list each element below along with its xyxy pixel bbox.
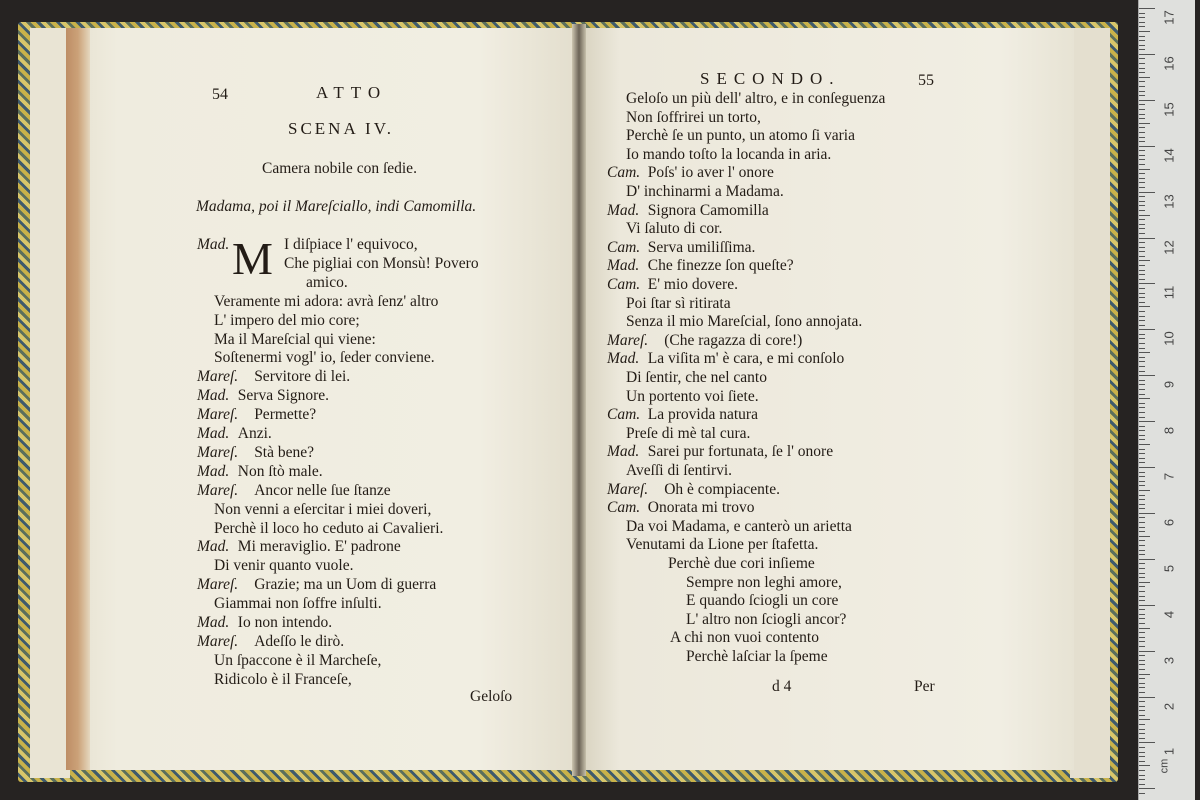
ruler-tick	[1139, 228, 1145, 229]
ruler-tick	[1139, 632, 1145, 633]
ruler-tick	[1139, 31, 1150, 32]
ruler-tick	[1139, 687, 1145, 688]
line-text: Veramente mi adora: avrà ſenz' altro	[214, 292, 439, 310]
ruler-tick	[1139, 63, 1145, 64]
ruler-tick	[1139, 357, 1145, 358]
speaker-name: Mad.	[197, 538, 230, 556]
ruler-tick	[1139, 375, 1155, 376]
ruler-tick	[1139, 256, 1145, 257]
ruler-tick	[1139, 770, 1145, 771]
ruler-tick	[1139, 573, 1145, 574]
line-text: Venutami da Lione per ſtafetta.	[626, 536, 819, 554]
ruler-tick	[1139, 508, 1145, 509]
line-text: Di ſentir, che nel canto	[626, 369, 767, 386]
ruler-tick	[1139, 81, 1145, 82]
ruler-tick	[1139, 40, 1145, 41]
scene-characters: Madama, poi il Mareſciallo, indi Camomilla.	[196, 198, 477, 215]
line-text: Perchè due cori inſieme	[668, 555, 815, 572]
ruler-tick	[1139, 384, 1145, 385]
ruler-tick	[1139, 325, 1145, 326]
line-text: Non ſtò male.	[237, 462, 323, 480]
ruler-tick	[1139, 242, 1145, 243]
ruler-tick	[1139, 568, 1145, 569]
line-text: Da voi Madama, e canterò un arietta	[626, 517, 852, 535]
line-text: Serva Signore.	[237, 387, 330, 405]
ruler-tick	[1139, 210, 1145, 211]
ruler-tick	[1139, 182, 1145, 183]
ruler-tick	[1139, 540, 1145, 541]
line-text: L' altro non ſciogli ancor?	[686, 610, 847, 628]
ruler-number: 7	[1161, 472, 1177, 481]
ruler-tick	[1139, 655, 1145, 656]
ruler-tick	[1139, 334, 1145, 335]
speaker-name: Mad.	[197, 614, 230, 631]
ruler-tick	[1139, 784, 1145, 785]
ruler-tick	[1139, 550, 1145, 551]
ruler-tick	[1139, 609, 1145, 610]
ruler-tick	[1139, 793, 1145, 794]
line-text: Io mando toſto la locanda in aria.	[626, 145, 832, 163]
ruler-number: 2	[1161, 702, 1177, 710]
speaker-name: Cam.	[607, 238, 641, 256]
ruler-tick	[1139, 45, 1145, 46]
ruler-tick	[1139, 729, 1145, 730]
ruler-tick	[1139, 169, 1150, 170]
line-text: Vi ſaluto di cor.	[626, 220, 723, 238]
ruler-tick	[1139, 91, 1145, 92]
ruler-tick	[1139, 155, 1145, 156]
ruler-number: 9	[1161, 381, 1177, 389]
ruler-tick	[1139, 68, 1145, 69]
ruler-number: 3	[1161, 656, 1177, 664]
ruler-tick	[1139, 527, 1145, 528]
ruler-tick	[1139, 173, 1145, 174]
ruler-tick	[1139, 159, 1145, 160]
ruler-tick	[1139, 389, 1145, 390]
ruler-tick	[1139, 765, 1150, 766]
ruler-tick	[1139, 54, 1155, 55]
speaker-name: Mareſ.	[607, 480, 649, 498]
speaker-name: Cam.	[607, 276, 641, 293]
speaker-name: Mad.	[197, 425, 230, 442]
line-text: Stà bene?	[254, 443, 315, 461]
ruler-tick	[1139, 426, 1145, 427]
ruler-tick	[1139, 343, 1145, 344]
ruler-number: 10	[1161, 331, 1177, 347]
ruler-tick	[1139, 476, 1145, 477]
ruler-tick	[1139, 274, 1145, 275]
ruler-tick	[1139, 779, 1145, 780]
ruler-tick	[1139, 22, 1145, 23]
ruler-tick	[1139, 715, 1145, 716]
ruler-tick	[1139, 270, 1145, 271]
line-text: Senza il mio Mareſcial, ſono annojata.	[626, 313, 863, 331]
ruler-tick	[1139, 17, 1145, 18]
ruler-tick	[1139, 706, 1145, 707]
ruler-tick	[1139, 178, 1145, 179]
line-text: Non ſoffrirei un torto,	[626, 108, 761, 126]
ruler-tick	[1139, 421, 1155, 422]
line-text: La provida natura	[647, 406, 758, 424]
ruler-tick	[1139, 279, 1145, 280]
ruler-number: 8	[1161, 426, 1177, 435]
ruler-unit: cm	[1158, 758, 1171, 774]
ruler-tick	[1139, 192, 1155, 193]
line-text: Soſtenermi vogl' io, ſeder conviene.	[214, 349, 435, 367]
ruler-tick	[1139, 724, 1145, 725]
line-text: Perchè laſciar la ſpeme	[686, 648, 828, 665]
line-text: La viſita m' è cara, e mi conſolo	[647, 350, 845, 368]
ruler-tick	[1139, 517, 1145, 518]
line-text: Ma il Mareſcial qui viene:	[214, 330, 376, 348]
ruler-tick	[1139, 738, 1145, 739]
ruler-tick	[1139, 683, 1145, 684]
ruler-tick	[1139, 531, 1145, 532]
left-catchword: Geloſo	[470, 688, 513, 705]
speaker-name: Mareſ.	[197, 481, 239, 499]
drop-cap: M	[232, 233, 273, 284]
left-running-head: ATTO	[316, 83, 388, 102]
ruler-tick	[1139, 164, 1145, 165]
line-text: Aveſſi di ſentirvi.	[626, 462, 733, 479]
speaker-name: Cam.	[607, 164, 641, 182]
scene-title: SCENA IV.	[288, 119, 395, 138]
ruler-tick	[1139, 352, 1150, 353]
ruler-number: 6	[1161, 518, 1177, 527]
speaker-name: Mad.	[197, 462, 230, 480]
ruler-tick	[1139, 95, 1145, 96]
ruler-tick	[1139, 265, 1145, 266]
ruler-tick	[1139, 407, 1145, 408]
ruler-tick	[1139, 522, 1145, 523]
ruler-tick	[1139, 316, 1145, 317]
line-text: Adeſſo le dirò.	[254, 632, 345, 650]
right-page-number: 55	[918, 72, 934, 89]
ruler-tick	[1139, 224, 1145, 225]
ruler-number: 14	[1161, 147, 1177, 163]
ruler-tick	[1139, 641, 1145, 642]
ruler-tick	[1139, 137, 1145, 138]
ruler-tick	[1139, 628, 1150, 629]
ruler-tick	[1139, 215, 1150, 216]
ruler-tick	[1139, 710, 1145, 711]
measurement-ruler	[1138, 0, 1195, 800]
ruler-number: 4	[1161, 610, 1177, 618]
ruler-tick	[1139, 187, 1145, 188]
line-text: Geloſo un più dell' altro, e in conſeguenza	[626, 90, 886, 107]
ruler-tick	[1139, 320, 1145, 321]
line-text: Un portento voi ſiete.	[626, 387, 759, 405]
ruler-tick	[1139, 674, 1150, 675]
line-text: I diſpiace l' equivoco,	[284, 236, 418, 253]
line-text: Onorata mi trovo	[647, 499, 755, 517]
ruler-tick	[1139, 260, 1150, 261]
page-stain	[66, 28, 90, 770]
line-text: Io non intendo.	[237, 614, 333, 631]
ruler-tick	[1139, 398, 1150, 399]
line-text: Oh è compiacente.	[664, 480, 780, 498]
speaker-name: Mad.	[607, 350, 640, 368]
ruler-tick	[1139, 752, 1145, 753]
scene-setting: Camera nobile con ſedie.	[262, 160, 417, 177]
speaker-name: Mareſ.	[197, 576, 239, 594]
ruler-tick	[1139, 660, 1145, 661]
ruler-tick	[1139, 449, 1145, 450]
ruler-tick	[1139, 623, 1145, 624]
ruler-tick	[1139, 678, 1145, 679]
ruler-tick	[1139, 150, 1145, 151]
ruler-tick	[1139, 297, 1145, 298]
ruler-tick	[1139, 467, 1155, 468]
line-text: (Che ragazza di core!)	[664, 331, 803, 349]
ruler-tick	[1139, 219, 1145, 220]
ruler-tick	[1139, 742, 1155, 743]
line-text: Sempre non leghi amore,	[686, 573, 842, 591]
ruler-tick	[1139, 701, 1145, 702]
ruler-tick	[1139, 366, 1145, 367]
line-text: Che finezze ſon queſte?	[647, 257, 794, 275]
ruler-tick	[1139, 8, 1155, 9]
ruler-tick	[1139, 114, 1145, 115]
ruler-tick	[1139, 563, 1145, 564]
ruler-tick	[1139, 86, 1145, 87]
ruler-tick	[1139, 123, 1150, 124]
book-gutter	[572, 24, 586, 776]
ruler-tick	[1139, 293, 1145, 294]
ruler-tick	[1139, 756, 1145, 757]
line-text: Ridicolo è il Franceſe,	[214, 670, 352, 688]
line-text: Di venir quanto vuole.	[214, 557, 354, 575]
ruler-tick	[1139, 146, 1155, 147]
signature-mark: d 4	[772, 678, 792, 695]
ruler-tick	[1139, 536, 1150, 537]
line-text: D' inchinarmi a Madama.	[626, 183, 784, 200]
ruler-tick	[1139, 77, 1150, 78]
ruler-tick	[1139, 692, 1145, 693]
ruler-tick	[1139, 13, 1145, 14]
ruler-tick	[1139, 361, 1145, 362]
ruler-tick	[1139, 596, 1145, 597]
ruler-tick	[1139, 504, 1145, 505]
ruler-number: 12	[1161, 239, 1177, 255]
ruler-tick	[1139, 559, 1155, 560]
line-text: Preſe di mè tal cura.	[626, 424, 751, 442]
ruler-tick	[1139, 618, 1145, 619]
ruler-tick	[1139, 614, 1145, 615]
line-text: Non venni a eſercitar i miei doveri,	[214, 500, 432, 518]
ruler-tick	[1139, 247, 1145, 248]
ruler-tick	[1139, 127, 1145, 128]
ruler-tick	[1139, 600, 1145, 601]
ruler-tick	[1139, 637, 1145, 638]
left-page-number: 54	[212, 86, 228, 103]
ruler-tick	[1139, 233, 1145, 234]
ruler-number: 1	[1161, 748, 1177, 756]
speaker-name: Mareſ.	[197, 443, 239, 461]
line-text: Poſs' io aver l' onore	[647, 164, 774, 182]
ruler-tick	[1139, 499, 1145, 500]
ruler-tick	[1139, 577, 1145, 578]
speaker-name: Mad.	[197, 236, 230, 253]
ruler-tick	[1139, 306, 1150, 307]
line-text: Ancor nelle ſue ſtanze	[254, 481, 391, 499]
ruler-tick	[1139, 348, 1145, 349]
line-text: Un ſpaccone è il Marcheſe,	[214, 651, 382, 669]
ruler-tick	[1139, 238, 1155, 239]
ruler-tick	[1139, 554, 1145, 555]
ruler-tick	[1139, 283, 1155, 284]
line-text: Perchè il loco ho ceduto ai Cavalieri.	[214, 519, 444, 537]
ruler-tick	[1139, 196, 1145, 197]
ruler-tick	[1139, 311, 1145, 312]
ruler-tick	[1139, 490, 1150, 491]
ruler-tick	[1139, 329, 1155, 330]
ruler-tick	[1139, 141, 1145, 142]
ruler-tick	[1139, 49, 1145, 50]
ruler-tick	[1139, 444, 1150, 445]
ruler-tick	[1139, 605, 1155, 606]
right-catchword: Per	[914, 678, 935, 695]
speaker-name: Cam.	[607, 499, 641, 517]
ruler-tick	[1139, 646, 1145, 647]
ruler-tick	[1139, 417, 1145, 418]
ruler-tick	[1139, 472, 1145, 473]
ruler-tick	[1139, 109, 1145, 110]
ruler-tick	[1139, 462, 1145, 463]
line-text: Serva umiliſſima.	[647, 238, 756, 256]
ruler-tick	[1139, 72, 1145, 73]
ruler-tick	[1139, 435, 1145, 436]
line-text: Signora Camomilla	[647, 201, 769, 219]
ruler-tick	[1139, 761, 1145, 762]
ruler-tick	[1139, 485, 1145, 486]
line-text: Perchè ſe un punto, un atomo ſi varia	[626, 127, 855, 145]
speaker-name: Mad.	[197, 387, 230, 405]
ruler-tick	[1139, 251, 1145, 252]
ruler-tick	[1139, 651, 1155, 652]
ruler-tick	[1139, 338, 1145, 339]
speaker-name: Mad.	[607, 201, 640, 219]
ruler-tick	[1139, 495, 1145, 496]
ruler-tick	[1139, 513, 1155, 514]
speaker-name: Mareſ.	[197, 632, 239, 650]
speaker-name: Mad.	[607, 257, 640, 275]
right-page-edges	[1070, 28, 1110, 778]
ruler-tick	[1139, 288, 1145, 289]
speaker-name: Cam.	[607, 406, 641, 424]
left-page-edges	[30, 28, 70, 778]
ruler-tick	[1139, 697, 1155, 698]
ruler-number: 16	[1161, 56, 1177, 71]
ruler-tick	[1139, 100, 1155, 101]
ruler-tick	[1139, 439, 1145, 440]
ruler-tick	[1139, 719, 1150, 720]
line-text: Permette?	[254, 406, 317, 424]
ruler-tick	[1139, 669, 1145, 670]
ruler-tick	[1139, 664, 1145, 665]
ruler-tick	[1139, 371, 1145, 372]
ruler-tick	[1139, 58, 1145, 59]
ruler-number: 15	[1161, 102, 1177, 117]
speaker-name: Mad.	[607, 443, 640, 461]
line-text: amico.	[306, 273, 348, 291]
speaker-name: Mareſ.	[607, 331, 649, 349]
line-text: E quando ſciogli un core	[686, 592, 839, 610]
ruler-number: 5	[1161, 564, 1177, 572]
ruler-number: 13	[1161, 193, 1177, 209]
ruler-tick	[1139, 380, 1145, 381]
right-running-head: SECONDO.	[700, 69, 841, 88]
ruler-tick	[1139, 747, 1145, 748]
ruler-tick	[1139, 788, 1155, 789]
line-text: E' mio dovere.	[647, 276, 738, 293]
speaker-name: Mareſ.	[197, 368, 239, 386]
ruler-tick	[1139, 586, 1145, 587]
line-text: Sarei pur fortunata, ſe l' onore	[647, 443, 834, 461]
ruler-tick	[1139, 36, 1145, 37]
line-text: Mi meraviglio. E' padrone	[237, 538, 401, 556]
line-text: Grazie; ma un Uom di guerra	[254, 576, 437, 594]
ruler-tick	[1139, 394, 1145, 395]
ruler-tick	[1139, 104, 1145, 105]
line-text: A chi non vuoi contento	[670, 629, 819, 647]
ruler-tick	[1139, 545, 1145, 546]
line-text: Anzi.	[237, 425, 272, 442]
ruler-tick	[1139, 481, 1145, 482]
ruler-tick	[1139, 302, 1145, 303]
ruler-tick	[1139, 205, 1145, 206]
line-text: Servitore di lei.	[254, 368, 351, 386]
ruler-tick	[1139, 201, 1145, 202]
ruler-number: 11	[1161, 286, 1177, 300]
ruler-tick	[1139, 591, 1145, 592]
ruler-tick	[1139, 458, 1145, 459]
ruler-tick	[1139, 403, 1145, 404]
speaker-name: Mareſ.	[197, 406, 239, 424]
line-text: Poi ſtar sì ritirata	[626, 294, 731, 312]
ruler-number: 17	[1161, 10, 1177, 25]
ruler-tick	[1139, 26, 1145, 27]
ruler-tick	[1139, 453, 1145, 454]
ruler-tick	[1139, 582, 1150, 583]
ruler-tick	[1139, 132, 1145, 133]
line-text: Giammai non ſoffre inſulti.	[214, 595, 382, 613]
ruler-tick	[1139, 118, 1145, 119]
ruler-tick	[1139, 733, 1145, 734]
ruler-tick	[1139, 430, 1145, 431]
ruler-tick	[1139, 412, 1145, 413]
line-text: Che pigliai con Monsù! Povero	[284, 254, 479, 272]
ruler-tick	[1139, 775, 1145, 776]
line-text: L' impero del mio core;	[214, 311, 360, 329]
